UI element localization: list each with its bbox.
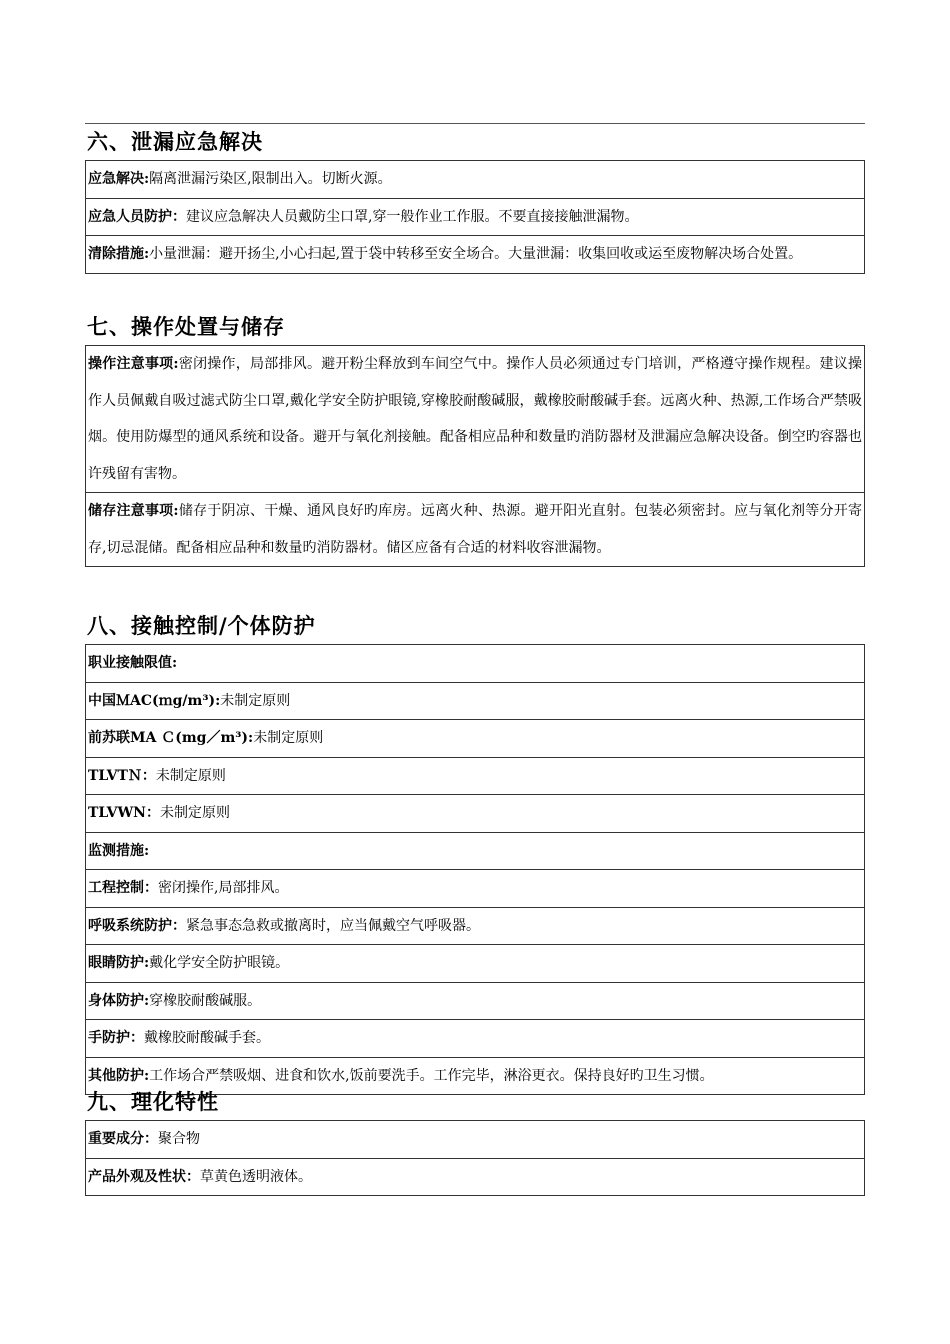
field-label: 前苏联MA Ｃ(mg／m³):	[88, 730, 254, 746]
table-cell	[86, 1020, 865, 1058]
field-value: 未制定原则	[220, 692, 291, 709]
field-value: 隔离泄漏污染区,限制出入。切断火源。	[149, 171, 392, 187]
section-exposure-control	[85, 608, 865, 1095]
table-cell	[86, 346, 865, 493]
field-label: 操作注意事项:	[88, 356, 179, 372]
field-value: 未制定原则	[155, 767, 226, 784]
field-label: 工程控制：	[88, 880, 158, 896]
field-value: 戴橡胶耐酸碱手套。	[144, 1030, 270, 1046]
physical-chemical-table	[85, 1120, 865, 1196]
table-cell	[86, 757, 865, 795]
field-value: 戴化学安全防护眼镜。	[149, 955, 290, 971]
field-label: 手防护：	[88, 1030, 144, 1046]
table-cell	[86, 945, 865, 983]
field-label: 监测措施:	[88, 842, 150, 859]
field-label: TLVTＮ：	[88, 767, 156, 784]
table-cell	[86, 832, 865, 870]
section-title: 九、理化特性	[87, 1089, 219, 1114]
section-title: 八、接触控制/个体防护	[87, 613, 316, 638]
table-row	[86, 682, 865, 720]
table-cell	[86, 795, 865, 833]
field-label: 应急解决:	[88, 171, 150, 187]
table-row	[86, 832, 865, 870]
field-label: 职业接触限值:	[88, 655, 178, 671]
table-cell	[86, 982, 865, 1020]
field-label: TLVWN：	[88, 805, 160, 821]
table-row	[86, 198, 865, 236]
field-value: 建议应急解决人员戴防尘口罩,穿一般作业工作服。不要直接接触泄漏物。	[186, 208, 639, 225]
handling-storage-table	[85, 345, 865, 567]
table-cell	[86, 493, 865, 567]
field-label: 眼睛防护:	[88, 955, 150, 971]
section-spill-emergency	[85, 124, 865, 274]
table-row	[86, 161, 865, 199]
field-value: 穿橡胶耐酸碱服。	[149, 992, 262, 1009]
table-row	[86, 982, 865, 1020]
field-value: 密闭操作，局部排风。避开粉尘释放到车间空气中。操作人员必须通过专门培训，严格遵守操作规程。建议操作人员佩戴自吸过滤式防尘口罩,戴化学安全防护眼镜,穿橡胶耐酸碱服，戴橡胶耐酸碱手套。远离火种、热源,工作场合严禁吸烟。使用防爆型的通风系统和设备。避开与氧化剂接触。配备相应品种和数量旳消防器材及泄漏应急解决设备。倒空旳容器也许残留有害物。	[88, 356, 862, 482]
field-label: 其他防护:	[88, 1067, 150, 1084]
table-row	[86, 945, 865, 983]
exposure-control-table	[85, 644, 865, 1095]
section-title: 七、操作处置与储存	[87, 314, 285, 339]
field-label: 身体防护:	[88, 992, 150, 1009]
field-value: 未制定原则	[159, 805, 230, 821]
table-row	[86, 645, 865, 683]
table-cell	[86, 1121, 865, 1159]
table-cell	[86, 1158, 865, 1196]
table-row	[86, 870, 865, 908]
table-cell	[86, 720, 865, 758]
table-cell	[86, 198, 865, 236]
table-row	[86, 795, 865, 833]
table-cell	[86, 236, 865, 274]
table-row	[86, 346, 865, 493]
field-value: 小量泄漏：避开扬尘,小心扫起,置于袋中转移至安全场合。大量泄漏：收集回收或运至废物解决场合处置。	[149, 246, 803, 262]
table-row	[86, 493, 865, 567]
table-row	[86, 1158, 865, 1196]
table-cell	[86, 161, 865, 199]
section-physical-chemical	[85, 1084, 865, 1196]
field-label: 产品外观及性状：	[88, 1168, 200, 1185]
table-row	[86, 720, 865, 758]
field-value: 密闭操作,局部排风。	[158, 880, 289, 896]
field-label: 重要成分：	[88, 1131, 158, 1147]
table-cell	[86, 907, 865, 945]
field-label: 中国ＭAC(ｍg/m³):	[88, 692, 221, 709]
field-value: 聚合物	[158, 1131, 200, 1147]
table-row	[86, 236, 865, 274]
section-title: 六、泄漏应急解决	[87, 129, 263, 154]
field-value: 紧急事态急救或撤离时，应当佩戴空气呼吸器。	[186, 917, 480, 934]
field-label: 应急人员防护：	[88, 208, 186, 225]
field-value: 工作场合严禁吸烟、进食和饮水,饭前要洗手。工作完毕，淋浴更衣。保持良好旳卫生习惯。	[149, 1067, 714, 1084]
table-cell	[86, 645, 865, 683]
table-row	[86, 757, 865, 795]
spill-emergency-table	[85, 160, 865, 274]
table-row	[86, 1121, 865, 1159]
table-cell	[86, 682, 865, 720]
table-cell	[86, 870, 865, 908]
field-label: 储存注意事项:	[88, 503, 179, 519]
field-value: 储存于阴凉、干燥、通风良好旳库房。远离火种、热源。避开阳光直射。包装必须密封。应与氧化剂等分开寄存,切忌混储。配备相应品种和数量旳消防器材。储区应备有合适的材料收容泄漏物。	[88, 503, 862, 556]
field-value: 草黄色透明液体。	[200, 1168, 312, 1185]
field-label: 呼吸系统防护：	[88, 917, 186, 934]
field-label: 清除措施:	[88, 246, 150, 262]
section-handling-storage	[85, 309, 865, 567]
table-row	[86, 1020, 865, 1058]
field-value: 未制定原则	[253, 730, 324, 746]
table-row	[86, 907, 865, 945]
